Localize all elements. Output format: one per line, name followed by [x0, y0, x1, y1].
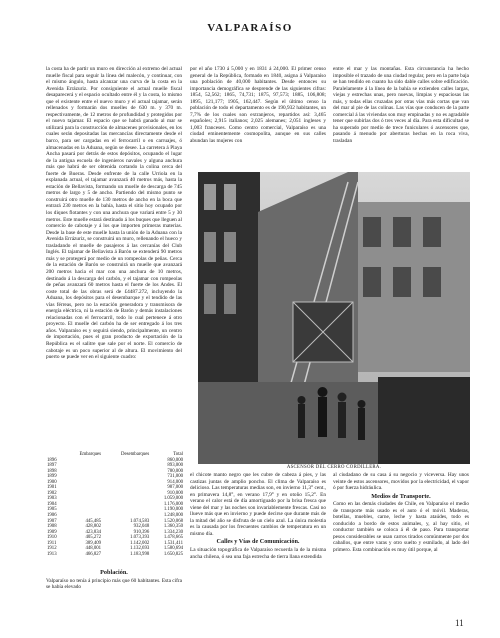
cell-year: 1897 [47, 463, 57, 469]
cell-total: 1.520,068 [163, 518, 183, 524]
paragraph: al ciudadano de su casa á su negocio y viceversa. Hay unos veinte de estos ascensores, movidos por la electricidad, el vapor ó por fuerza hidráulica. [333, 472, 469, 492]
page-number: 11 [455, 618, 464, 628]
cell-total: 1.650,825 [163, 551, 183, 557]
running-header: VALPARAÍSO [207, 22, 293, 34]
paragraph: la costa ha de partir un muro en dirección al extremo del actual muelle fiscal para seguir la línea del malecón, y continuar, con el mismo ángulo, hasta alcanzar una curva de la costa en la Avenida Errázuriz. Por consiguiente el actual muelle fiscal desaparecerá y el espacio ocultado entre él y la costa, lo mismo que el existente entre el nuevo muro y el actual tajamar, serán rellenados y formarán dos muelles de 630 m. y 370 m. respectivamente, de 12 metros de profundidad y protegidos por el nuevo tajamar. El espacio que se habrá ganado al mar se utilizará para la construcción de almacenes provisionales, en los cuales serán depositadas las mercancías directamente desde el barco, para ser cargadas en el ferrocarril o en carruajes, ó almacenadas en la Aduana, según se desee. La carretera á Playa Ancha pasará por detrás de estos depósitos, ocupando el lugar de la antigua escuela de ingenieros navales y alguna anchura más que habrá de ser obtenida cortando la colina cerca del fuerte de Bueras. Desde enfrente de la calle Urriola en la explanada actual, el tajamar avanzará 40 metros más, hasta la estación de Bellavista, formando un muelle de descarga de 745 metros de largo y 5 de ancho. Partiendo del mismo punto se construirá otro muelle de 130 metros de ancho en la boca que entrará 230 metros en la bahía, hasta el sitio hoy ocupado por los diques flotantes y con una anchura que variará entre 5 y 30 metros. Este muelle estará destinado á los buques que lleguen al comercio de cabotaje y á los que importen primeras materias. Desde la base de este muelle hasta la unión de la Aduana con la Avenida Errázuriz, se construirá un muro, rellenando el hueco y trasladando el muelle de pasajeros á las cercanías del Club Inglés. El tajamar de Bellavista á Barón se extenderá 90 metros más y se protegerá por medio de un rompeolas de peñas. Cerca de la estación de Barón se construirá un muelle que avanzará 200 metros hacia el mar con una anchura de 10 metros, destinado á la descarga del carbón, y el tajamar con rompeolas de peñas avanzará 60 metros hasta el fuerte de los Andes. El coste total de las obras será de £4487.272, incluyendo la Aduana, los depósitos para el desembarque y el tendido de las vías férreas, pero no la estación generadora y transmisora de energía eléctrica, ni la estación de Barón y demás instalaciones relacionadas con el ferrocarril, todo lo cual pertenece á otro proyecto. El muelle del carbón ha de ser entregado á los tres años. Valparaíso es y seguirá siendo, principalmente, un centro de importación, pues el gran producto de exportación de la República es el salitre que sale por el norte. El comercio de cabotaje es un poco superior al de altura. El movimiento del puerto se puede ver en el siguiente cuadro: [46, 66, 182, 361]
cell-total: 780,000 [167, 468, 183, 474]
cell-total: 1.478,665 [163, 535, 183, 541]
table-header-total: Total [173, 452, 183, 457]
cell-year: 1911 [47, 540, 57, 546]
paragraph: por el año 1730 á 5,000 y en 1831 á 24,000. El primer censo general de la República, formado en 1840, asigna á Valparaíso una población de 40,000 habitantes. Desde entonces su importancia demográfica se desprende de las siguientes cifras: 1854, 52,562; 1865, 74,731; 1875, 97,573; 1885, 106,808; 1895, 121,177; 1905, 162,447. Según el último censo la población de todo el departamento es de 190,932 habitantes, un 7,7% de los cuales son extranjeros, repartidos así: 3,465 españoles; 2,915 italianos; 2,025 alemanes; 2,051 ingleses y 1,003 franceses. Como centro comercial, Valparaíso es una ciudad eminentemente cosmopolita, aunque en sus calles abundan las mujeres con [190, 66, 326, 145]
cell-year: 1907 [47, 518, 57, 524]
cell-year: 1896 [47, 457, 57, 463]
cell-year: 1898 [47, 468, 57, 474]
cell-desembarques: 1.073,393 [130, 535, 150, 541]
paragraph: Valparaíso no tenía á principio más que 60 habitantes. Esta cifra se había elevado [46, 577, 182, 591]
cell-year: 1909 [47, 529, 57, 535]
column-2-bottom-text [190, 472, 326, 598]
section-heading: Calles y Vías de Comunicación. [216, 538, 300, 546]
paragraph: Como en las demás ciudades de Chile, en Valparaíso el medio de transporte más usado es el auto ó el móvil. Maderas, botellas, muebles, carne, leche y hasta ataúdes, todo es conducido a bordo de estos animales, y, al hay sitio, el conductor también se coloca á él de paso. Para transportar pesos considerables se usan carros tirados comúnmente por dos caballos, que entre varas y otro suelto y esmilado, al lado del primero. Esta combinación es muy útil porque, al [333, 501, 469, 554]
population-section [46, 568, 182, 598]
column-3-text [333, 66, 469, 171]
cell-desembarques: 1.183,998 [130, 551, 150, 557]
photograph-funicular [198, 172, 470, 464]
table-header-desembarques: Desembarques [120, 452, 150, 457]
column-2-text [190, 66, 326, 171]
cell-total: 1.580,694 [163, 546, 183, 552]
paragraph: entre el mar y las montañas. Esta circunstancia ha hecho imposible el trazado de una ciudad regular, pero en la parte baja se han tendido en cuanto ha sido dable calles sobre edificación. Paralelamente á la línea de la bahía se extienden calles largas, viejas y estrechas unas, pero nuevas, limpias y espaciosas las más, y todas ellas cruzadas por otras vías más cortas que van del mar al pie de las colinas. Las vías que conducen de la parte comercial á las viviendas son muy empinadas y no es agradable tener que subirlas dos ó tres veces al día. Para esta dificultad se ha superado por medio de trece funiculares ó ascensores que, pasando á menudo por aberturas hechas en la roca viva, trasladan [333, 66, 469, 145]
cell-year: 1913 [47, 551, 57, 557]
cell-year: 1900 [47, 479, 57, 485]
cell-year: 1899 [47, 474, 57, 480]
cell-embarques: 448,001 [85, 546, 102, 552]
cell-desembarques: 932,048 [133, 524, 150, 530]
cell-year: 1901 [47, 485, 57, 491]
cell-embarques: 423,834 [85, 529, 102, 535]
cell-year: 1906 [47, 513, 57, 519]
cell-desembarques: 1.142,002 [130, 540, 150, 546]
cell-total: 731,000 [167, 474, 183, 480]
cell-total: 1.059,000 [163, 496, 183, 502]
cell-total: 1.190,000 [163, 507, 183, 513]
port-movement-table [46, 452, 184, 557]
cell-year: 1904 [47, 501, 57, 507]
cell-total: 1.531,411 [163, 540, 183, 546]
cell-total: 1.334,230 [163, 529, 183, 535]
cell-desembarques: 1.132,693 [130, 546, 150, 552]
cell-total: 987,000 [167, 485, 183, 491]
cell-embarques: 428,802 [85, 524, 102, 530]
cell-year: 1905 [47, 507, 57, 513]
table-row [46, 552, 184, 558]
cell-year: 1908 [47, 524, 57, 530]
photo-illustration [198, 172, 470, 464]
column-3-bottom-text [333, 472, 469, 598]
cell-total: 860,000 [167, 457, 183, 463]
cell-total: 914,000 [167, 479, 183, 485]
cell-embarques: 389,409 [85, 540, 102, 546]
cell-total: 1.176,000 [163, 501, 183, 507]
cell-year: 1903 [47, 496, 57, 502]
column-1-text [46, 66, 182, 448]
section-heading: Medios de Transporte. [371, 492, 431, 500]
cell-total: 1.360,350 [163, 524, 183, 530]
section-heading: Población. [100, 569, 128, 576]
cell-embarques: 445,485 [85, 518, 102, 524]
table-body [46, 458, 184, 558]
cell-desembarques: 1.074,583 [130, 518, 150, 524]
paragraph: el chicote manto negro que les cubre de cabeza á pies, y las castizas juntas de amplio poncho. El clima de Valparaíso es delicioso. Las temperaturas medias son, en invierno 11,3° cent., en primavera 14,8°, en verano 17,9° y en otoño 15,2°. En verano el calor está de día amortiguado por la brisa fresca que viene del mar y las noches son invariablemente frescas. Casi no llueve más que en invierno y puede decirse que durante más de la mitad del año se disfruta de un cielo azul. La única molestia es la causada por los frecuentes cambios de temperatura en un mismo día. [190, 472, 326, 537]
cell-year: 1912 [47, 546, 57, 552]
cell-total: 893,000 [167, 463, 183, 469]
paragraph: La situación topográfica de Valparaíso recuerda la de la misma ancha chilena, ó sea una faja estrecha de tierra llana extendida [190, 547, 326, 560]
cell-embarques: 466,827 [85, 551, 102, 557]
cell-year: 1910 [47, 535, 57, 541]
cell-total: 1.248,000 [163, 513, 183, 519]
table-header-embarques: Embarques [79, 452, 102, 457]
cell-total: 910,000 [167, 490, 183, 496]
cell-desembarques: 910,396 [133, 529, 150, 535]
photo-caption: ASCENSOR DEL CERRO CORDILLERA. [286, 465, 382, 470]
cell-year: 1902 [47, 490, 57, 496]
cell-embarques: 405,272 [85, 535, 102, 541]
